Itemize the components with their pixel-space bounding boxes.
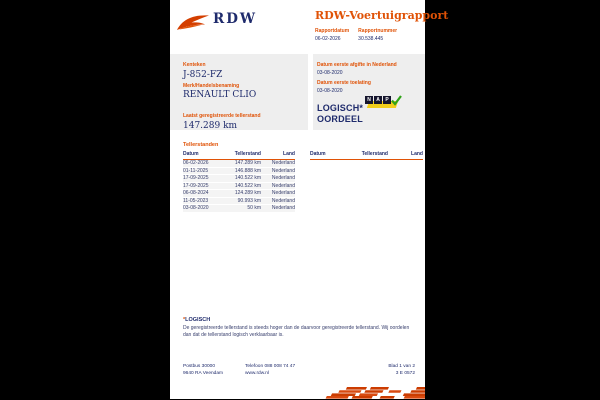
status-panel (313, 54, 425, 130)
table-row (183, 183, 295, 191)
table-row (183, 198, 295, 206)
cell-tellerstand: 147.289 km (234, 160, 261, 167)
footnote (183, 317, 417, 339)
cell-land: Nederland (271, 175, 295, 182)
kenteken-label: Kenteken (183, 62, 206, 68)
report-date-label: Rapportdatum (315, 28, 350, 34)
rdw-stripes-graphic (325, 387, 425, 399)
cell-datum: 01-11-2025 (183, 167, 209, 174)
table-row (183, 205, 295, 213)
brand-wordmark: RDW (213, 11, 258, 27)
cell-land: Nederland (271, 190, 295, 197)
footer-website-link[interactable]: www.rdw.nl (245, 370, 269, 376)
afgifte-value: 03-08-2020 (317, 70, 343, 76)
table-header (310, 151, 423, 160)
oordeel-line2: OORDEEL (317, 114, 363, 124)
cell-land: Nederland (271, 182, 295, 189)
merk-label: Merk/Handelsbenaming (183, 82, 240, 89)
cell-datum: 17-09-2025 (183, 175, 209, 182)
cell-tellerstand: 50 km (247, 205, 261, 212)
footnote-text: De geregistreerde tellerstand is steeds hoger dan de daarvoor geregistreerde tellerstand. Wij oordelen dan dat de tellerstand logisch verklaarbaar is. (183, 325, 410, 338)
cell-datum: 06-08-2024 (183, 190, 209, 197)
table-row (183, 175, 295, 183)
nap-letter-n: N (365, 96, 373, 104)
table-title: Tellerstanden (183, 142, 219, 148)
report-date-value: 06-02-2026 (315, 36, 341, 42)
report-date (315, 28, 349, 42)
col-datum: Datum (310, 151, 326, 157)
report-number-value: 30.538.445 (358, 36, 384, 42)
cell-tellerstand: 124.289 km (234, 190, 261, 197)
footer-contact (245, 364, 295, 377)
footer-paging (388, 364, 415, 377)
cell-land: Nederland (271, 160, 295, 167)
cell-datum: 17-09-2025 (183, 182, 209, 189)
col-land: Land (283, 151, 295, 157)
footer-address (183, 364, 223, 377)
toelating-label: Datum eerste toelating (317, 80, 371, 86)
cell-tellerstand: 146.888 km (234, 167, 261, 174)
report-meta (315, 28, 397, 42)
tellerstand-label: Laatst geregistreerde tellerstand (183, 113, 261, 119)
footer-page-indicator: Blad 1 van 2 (388, 364, 415, 369)
cell-tellerstand: 140.522 km (234, 175, 261, 182)
col-datum: Datum (183, 151, 199, 157)
report-number (358, 28, 397, 42)
cell-tellerstand: 90.993 km (237, 197, 261, 204)
vehicle-panel (170, 54, 308, 130)
table-row (183, 190, 295, 198)
oordeel-line1: LOGISCH* (317, 103, 364, 113)
cell-land: Nederland (271, 205, 295, 212)
report-page (170, 0, 449, 399)
cell-tellerstand: 140.522 km (234, 182, 261, 189)
footer-doc-code: 3 E 0572 (395, 370, 415, 376)
cell-land: Nederland (271, 197, 295, 204)
report-number-label: Rapportnummer (358, 28, 398, 34)
footer-address-line2: 9640 RA Veendam (183, 370, 224, 376)
col-tellerstand: Tellerstand (361, 151, 388, 157)
cell-datum: 03-08-2020 (183, 205, 209, 212)
nap-letter-p: P (383, 96, 391, 104)
document-title: RDW-Voertuigrapport (315, 9, 449, 22)
odometer-table-left (183, 151, 295, 213)
merk-value: RENAULT CLIO (183, 90, 257, 100)
footnote-term: LOGISCH (185, 317, 211, 323)
cell-land: Nederland (271, 167, 295, 174)
footnote-heading (183, 317, 417, 323)
footer-phone: Telefoon 088 008 74 47 (245, 364, 296, 369)
footer-address-line1: Postbus 30000 (183, 364, 216, 369)
nap-letter-a: A (374, 96, 382, 104)
nap-logo (365, 96, 401, 111)
cell-datum: 11-05-2023 (183, 197, 209, 204)
col-land: Land (411, 151, 423, 157)
table-row (183, 168, 295, 176)
tellerstand-value: 147.289 km (183, 120, 238, 131)
odometer-table-right (310, 151, 423, 160)
table-row (183, 160, 295, 168)
cell-datum: 06-02-2026 (183, 160, 209, 167)
footnote-asterisk: * (183, 317, 186, 323)
col-tellerstand: Tellerstand (234, 151, 261, 157)
rdw-logo-icon (176, 12, 210, 33)
toelating-value: 03-08-2020 (317, 88, 343, 94)
nap-check-icon (391, 95, 402, 106)
afgifte-label: Datum eerste afgifte in Nederland (317, 62, 397, 68)
table-header (183, 151, 295, 160)
kenteken-value: J-852-FZ (183, 69, 223, 80)
